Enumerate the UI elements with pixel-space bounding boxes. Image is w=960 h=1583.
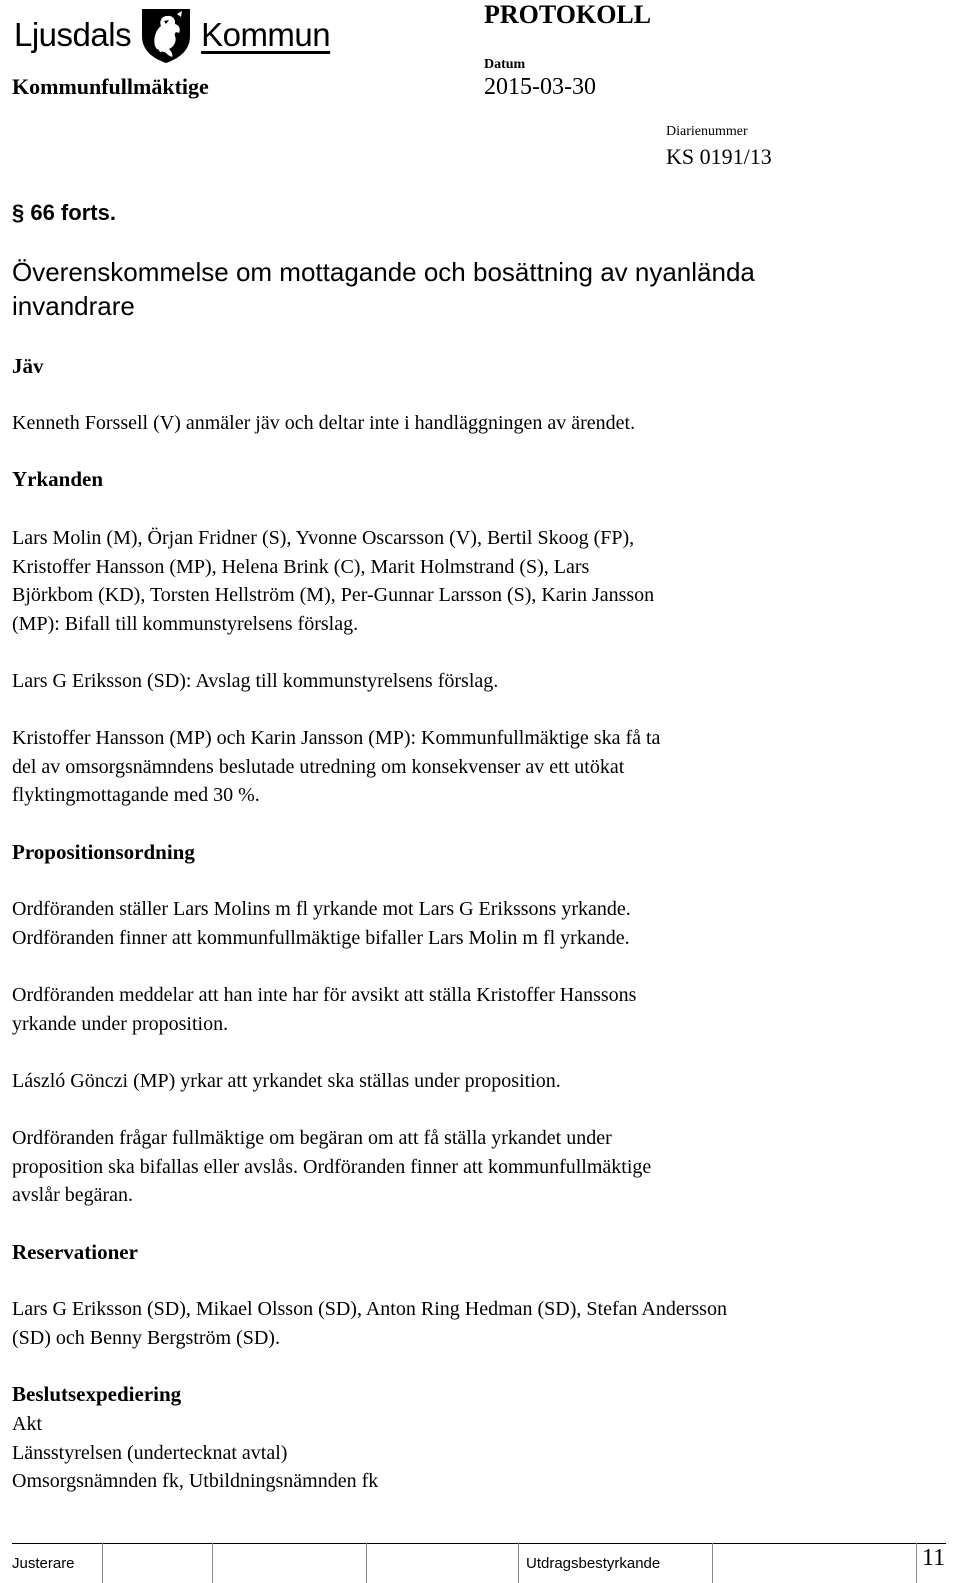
text-line: (MP): Bifall till kommunstyrelsens förslag. bbox=[12, 612, 359, 635]
justerare-sign-box-2 bbox=[212, 1543, 213, 1583]
beslutsexpediering-heading: Beslutsexpediering bbox=[12, 1382, 182, 1406]
text-line: flyktingmottagande med 30 %. bbox=[12, 784, 260, 807]
document-type: PROTOKOLL bbox=[484, 0, 652, 29]
text-line: Ordföranden meddelar att han inte har för avsikt att ställa Kristoffer Hanssons bbox=[12, 984, 637, 1006]
list-item: Länsstyrelsen (undertecknat avtal) bbox=[12, 1441, 288, 1464]
justerare-label: Justerare bbox=[12, 1555, 75, 1572]
text-line: Lars G Eriksson (SD), Mikael Olsson (SD), Anton Ring Hedman (SD), Stefan Andersson bbox=[12, 1298, 727, 1320]
yrkanden-paragraph-2: Lars G Eriksson (SD): Avslag till kommunstyrelsens förslag. bbox=[12, 670, 499, 692]
diarienummer-value: KS 0191/13 bbox=[666, 144, 772, 169]
propositionsordning-paragraph-3: László Gönczi (MP) yrkar att yrkandet ska ställas under proposition. bbox=[12, 1070, 561, 1092]
text-line: del av omsorgsnämndens beslutade utredning om konsekvenser av ett utökat bbox=[12, 755, 625, 778]
logo-text-left: Ljusdals bbox=[14, 16, 132, 53]
propositionsordning-heading: Propositionsordning bbox=[12, 840, 195, 864]
logo-text-right bbox=[201, 16, 330, 54]
propositionsordning-paragraph-2 bbox=[12, 981, 922, 1038]
jav-text: Kenneth Forssell (V) anmäler jäv och deltar inte i handläggningen av ärendet. bbox=[12, 412, 636, 434]
logo-text-right-word: Kommun bbox=[201, 16, 331, 53]
text-line: Lars Molin (M), Örjan Fridner (S), Yvonne Oscarsson (V), Bertil Skoog (FP), bbox=[12, 527, 635, 549]
reservationer-text bbox=[12, 1295, 922, 1352]
page-footer bbox=[12, 1543, 946, 1583]
text-line: yrkande under proposition. bbox=[12, 1012, 229, 1035]
diarienummer-label: Diarienummer bbox=[666, 124, 748, 139]
text-line: Kristoffer Hansson (MP) och Karin Jansson (MP): Kommunfullmäktige ska få ta bbox=[12, 727, 661, 749]
list-item: Akt bbox=[12, 1413, 42, 1435]
jav-heading: Jäv bbox=[12, 354, 44, 378]
text-line: Kristoffer Hansson (MP), Helena Brink (C), Marit Holmstrand (S), Lars bbox=[12, 555, 590, 578]
page-number-box bbox=[916, 1543, 917, 1583]
reservationer-heading: Reservationer bbox=[12, 1240, 138, 1264]
date-label: Datum bbox=[484, 57, 526, 72]
justerare-sign-box-1 bbox=[102, 1543, 103, 1583]
utdrag-box bbox=[518, 1543, 519, 1583]
yrkanden-paragraph-1 bbox=[12, 524, 922, 638]
title-line-1: Överenskommelse om mottagande och bosättning av nyanlända bbox=[12, 257, 755, 287]
beslutsexpediering-list bbox=[12, 1410, 922, 1496]
propositionsordning-paragraph-4 bbox=[12, 1124, 922, 1210]
organization-name: Kommunfullmäktige bbox=[12, 74, 209, 99]
date-value: 2015-03-30 bbox=[484, 74, 596, 100]
title-line-2: invandrare bbox=[12, 291, 135, 321]
text-line: avslår begäran. bbox=[12, 1184, 134, 1207]
text-line: proposition ska bifallas eller avslås. Ordföranden finner att kommunfullmäktige bbox=[12, 1155, 652, 1178]
footer-divider bbox=[12, 1543, 946, 1544]
propositionsordning-paragraph-1 bbox=[12, 895, 922, 952]
yrkanden-heading: Yrkanden bbox=[12, 467, 104, 491]
list-item: Omsorgsnämnden fk, Utbildningsnämnden fk bbox=[12, 1470, 379, 1493]
justerare-sign-box-3 bbox=[366, 1543, 367, 1583]
text-line: (SD) och Benny Bergström (SD). bbox=[12, 1326, 280, 1349]
page-number: 11 bbox=[922, 1545, 946, 1571]
municipality-logo bbox=[14, 4, 330, 66]
text-line: Björkbom (KD), Torsten Hellström (M), Per-Gunnar Larsson (S), Karin Jansson bbox=[12, 584, 655, 607]
paragraph-number: § 66 forts. bbox=[12, 200, 116, 225]
yrkanden-paragraph-3 bbox=[12, 724, 922, 810]
text-line: Ordföranden finner att kommunfullmäktige bifaller Lars Molin m fl yrkande. bbox=[12, 926, 630, 949]
text-line: Ordföranden ställer Lars Molins m fl yrkande mot Lars G Erikssons yrkande. bbox=[12, 898, 631, 920]
utdrag-sign-box bbox=[712, 1543, 713, 1583]
text-line: Ordföranden frågar fullmäktige om begäran om att få ställa yrkandet under bbox=[12, 1127, 612, 1149]
coat-of-arms-icon bbox=[139, 6, 193, 64]
page-title bbox=[12, 255, 912, 323]
utdragsbestyrkande-label: Utdragsbestyrkande bbox=[526, 1555, 661, 1572]
